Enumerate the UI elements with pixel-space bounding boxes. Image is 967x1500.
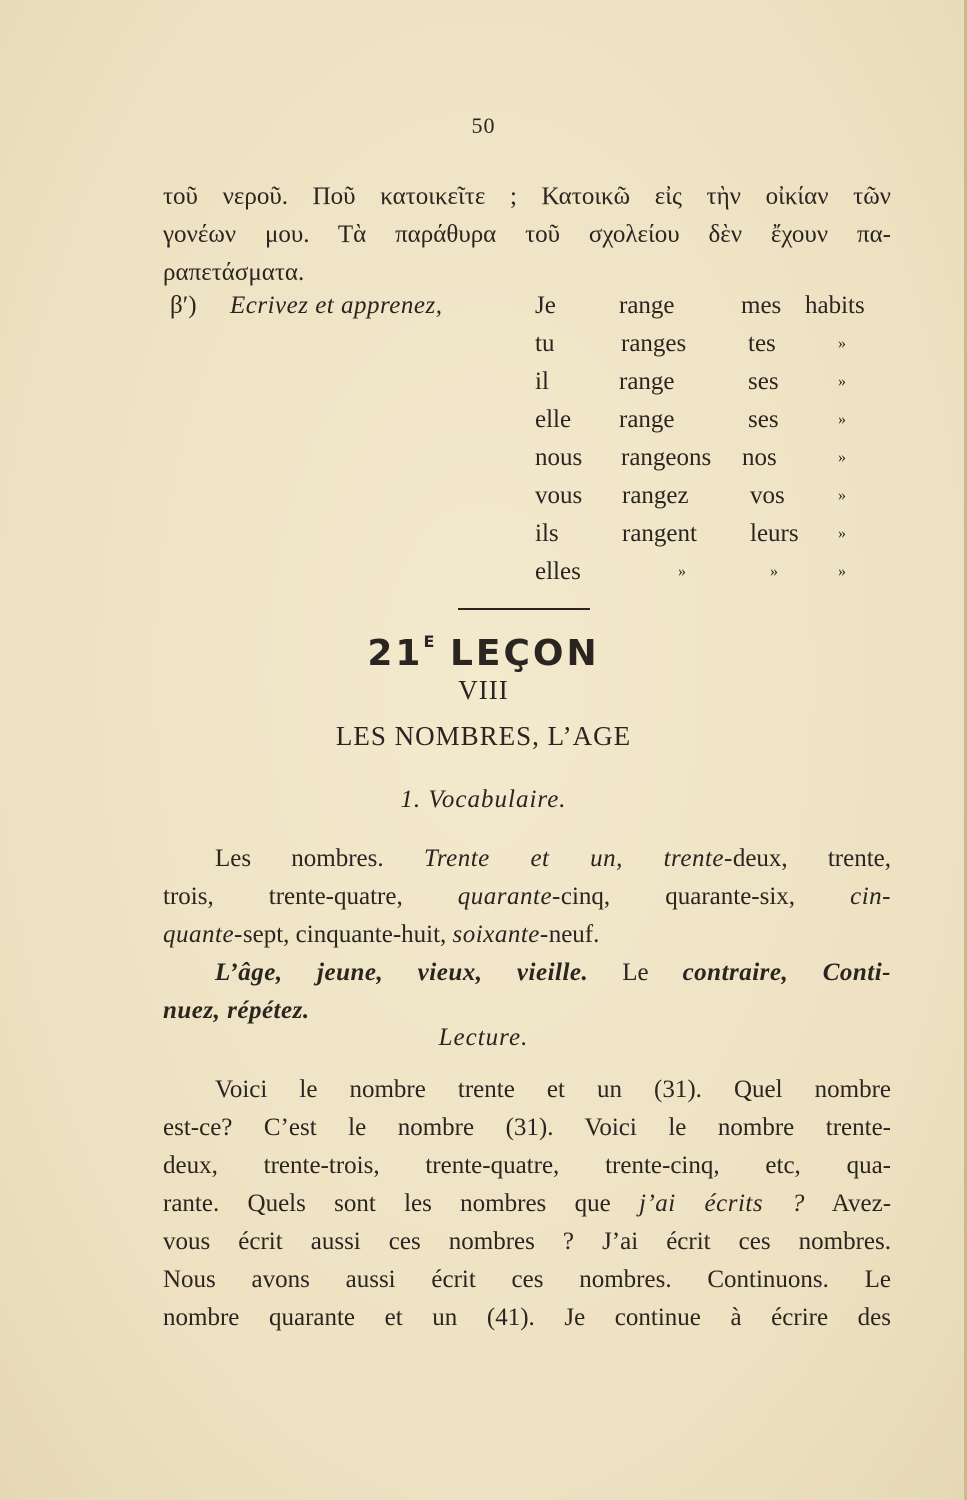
- reading-line-6: Nous avons aussi écrit ces nombres. Continuons. Le: [163, 1266, 891, 1293]
- vocab-line-1: [163, 840, 891, 878]
- vocab-text: Les nombres.: [215, 845, 384, 872]
- vocab-italic: Trente et un, trente-: [423, 845, 733, 872]
- conj-verb: range: [619, 368, 675, 395]
- conj-verb: »: [678, 563, 686, 580]
- reading-line-4: [163, 1185, 891, 1223]
- conj-pronoun: vous: [535, 482, 583, 509]
- conj-noun: habits: [805, 292, 865, 319]
- conj-noun: »: [838, 335, 846, 352]
- conj-possessive: tes: [748, 330, 776, 357]
- conj-possessive: leurs: [750, 520, 799, 547]
- vocab-line-4: [163, 954, 891, 992]
- vocab-italic: L’âge, jeune, vieux, vieille.: [215, 959, 589, 986]
- conj-possessive: nos: [742, 444, 777, 471]
- vocab-italic: quarante-: [457, 883, 561, 910]
- vocab-text: cinq, quarante-six,: [560, 883, 796, 910]
- conj-noun: »: [838, 525, 846, 542]
- vocab-line-2: [163, 878, 891, 916]
- greek-paragraph: [163, 178, 891, 292]
- conj-noun: »: [838, 373, 846, 390]
- conj-verb: range: [619, 406, 675, 433]
- page-number: 50: [471, 113, 496, 138]
- exercise-instruction: Ecrivez et apprenez,: [230, 292, 443, 319]
- reading-paragraph: [163, 1071, 891, 1337]
- reading-line-3: deux, trente-trois, trente-quatre, trente-cinq, etc, qua-: [163, 1152, 891, 1179]
- conj-pronoun: nous: [535, 444, 583, 471]
- conj-noun: »: [838, 563, 846, 580]
- vocab-italic: contraire, Conti-: [682, 959, 892, 986]
- vocabulary-paragraph: [163, 840, 891, 1030]
- section-divider: [458, 608, 590, 610]
- conj-possessive: mes: [741, 292, 782, 319]
- conj-verb: range: [619, 292, 675, 319]
- conj-possessive: »: [770, 563, 778, 580]
- conj-possessive: ses: [748, 406, 779, 433]
- lesson-roman-numeral: VIII: [458, 675, 509, 705]
- vocab-text: sept, cinquante-huit,: [242, 921, 447, 948]
- reading-text: rante. Quels sont les nombres que: [163, 1190, 611, 1217]
- reading-line-7: nombre quarante et un (41). Je continue à écrire des: [163, 1304, 891, 1331]
- conj-noun: »: [838, 487, 846, 504]
- conj-verb: ranges: [621, 330, 687, 357]
- conj-verb: rangeons: [621, 444, 712, 471]
- vocab-text: deux, trente,: [732, 845, 891, 872]
- conj-noun: »: [838, 411, 846, 428]
- conj-possessive: vos: [750, 482, 785, 509]
- reading-line-1: Voici le nombre trente et un (31). Quel nombre: [215, 1076, 891, 1103]
- vocab-italic: quante-: [163, 921, 243, 948]
- vocab-text: Le: [622, 959, 649, 986]
- reading-heading: Lecture.: [438, 1024, 529, 1051]
- lesson-heading: [0, 632, 967, 674]
- conj-pronoun: elles: [535, 558, 581, 585]
- conj-verb: rangent: [622, 520, 697, 547]
- conj-pronoun: elle: [535, 406, 572, 433]
- reading-line-2: est-ce? C’est le nombre (31). Voici le nombre trente-: [163, 1114, 891, 1141]
- exercise-label: β′): [170, 292, 197, 319]
- vocab-italic: cin-: [850, 883, 891, 910]
- reading-line-5: vous écrit aussi ces nombres ? J’ai écrit ces nombres.: [163, 1228, 891, 1255]
- conj-pronoun: tu: [535, 330, 555, 357]
- vocab-line-3: [163, 916, 891, 954]
- greek-line-3: ραπετάσματα.: [163, 259, 305, 286]
- greek-line-2: γονέων μου. Τὰ παράθυρα τοῦ σχολείου δὲν ἔχουν πα-: [163, 221, 891, 248]
- lesson-word: LEÇON: [449, 633, 600, 674]
- reading-italic: j’ai écrits ?: [639, 1190, 805, 1217]
- conj-noun: »: [838, 449, 846, 466]
- reading-text: Avez-: [831, 1190, 892, 1217]
- conj-pronoun: ils: [535, 520, 559, 547]
- conj-pronoun: il: [535, 368, 549, 395]
- vocabulary-heading: 1. Vocabulaire.: [400, 786, 567, 813]
- vocab-text: neuf.: [548, 921, 600, 948]
- lesson-number: 21: [367, 633, 424, 674]
- vocab-italic: soixante-: [452, 921, 549, 948]
- vocab-text: trois, trente-quatre,: [163, 883, 403, 910]
- conj-possessive: ses: [748, 368, 779, 395]
- conj-pronoun: Je: [535, 292, 556, 319]
- greek-line-1: τοῦ νεροῦ. Ποῦ κατοικεῖτε ; Κατοικῶ εἰς τὴν οἰκίαν τῶν: [163, 183, 891, 210]
- conj-verb: rangez: [622, 482, 689, 509]
- lesson-suffix: E: [423, 632, 435, 651]
- lesson-title: LES NOMBRES, L’AGE: [335, 721, 632, 751]
- vocab-italic: nuez, répétez.: [163, 997, 310, 1024]
